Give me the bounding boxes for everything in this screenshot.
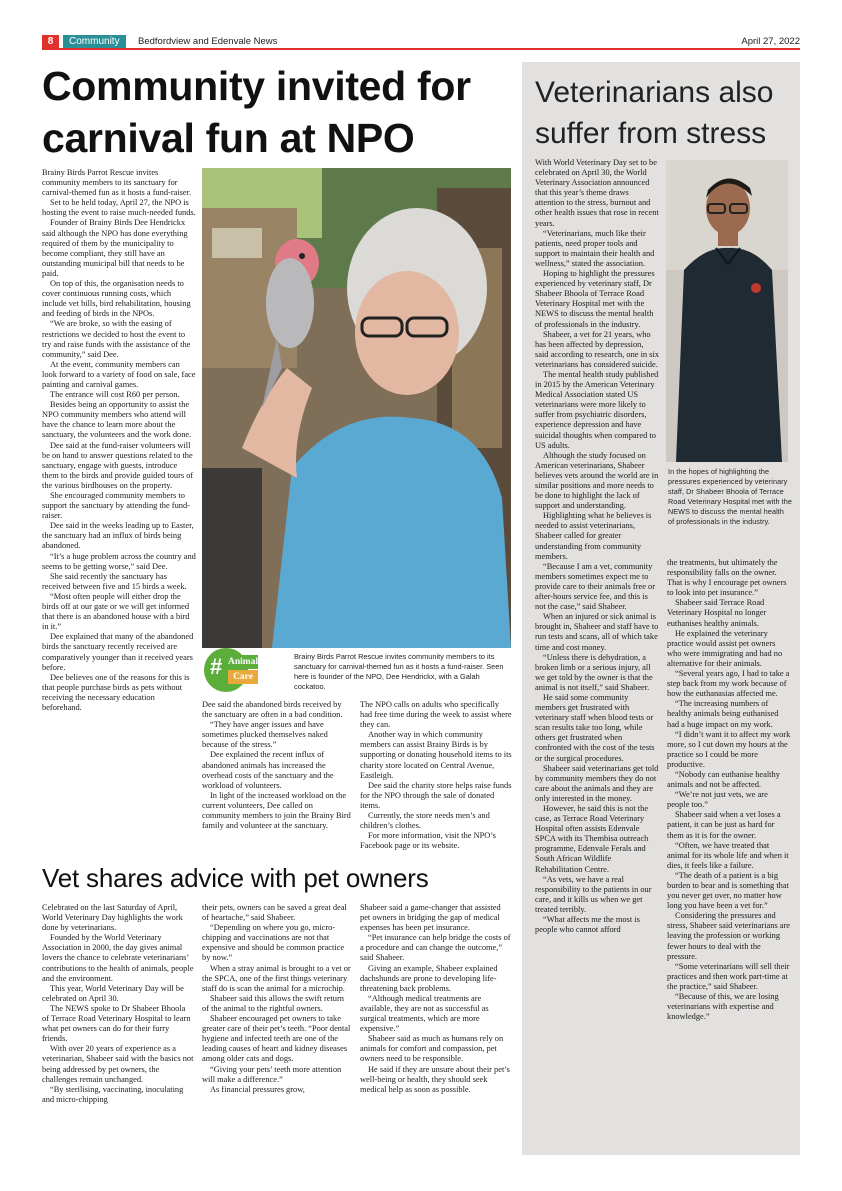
hashtag-icon: # (210, 654, 223, 679)
paragraph: Shabeer said a game-changer that assisted pet owners in bridging the gap of medical expenses has been pet insurance. (360, 903, 501, 933)
paragraph: Dee said the abandoned birds received by the sanctuary are often in a bad condition. (202, 700, 343, 720)
paragraph: He said if they are unsure about their pet’s well-being or health, they should seek medical help as soon as possible. (360, 1064, 510, 1094)
paragraph: On top of this, the organisation needs to cover continuous running costs, which include vet bills, bird rehabilitation, housing and feeding of birds in the NPOs. (42, 279, 191, 319)
paragraph: This year, World Veterinary Day will be celebrated on April 30. (42, 983, 184, 1003)
paragraph: He explained the veterinary practice would assist pet owners who were immigrating and had no alternative for their animals. (667, 628, 783, 668)
publication-date: April 27, 2022 (741, 36, 800, 47)
paragraph: “Most often people will either drop the birds off at our gate or we will get informed that there is an abandoned house with a bird in it.” (42, 591, 190, 632)
paragraph: Besides being an opportunity to assist the NPO community members who attend will have the chance to learn more about the sanctuary, the volunteers and the work done. (42, 400, 192, 440)
veterinarian-portrait-image (666, 160, 788, 462)
paragraph: “As vets, we have a real responsibility to the patients in our care, and it kills us when we get treated terribly. (535, 874, 652, 914)
paragraph: Dee said the charity store helps raise funds for the NPO through the sale of donated items. (360, 780, 512, 810)
paragraph: “By sterilising, vaccinating, inoculating and micro-chipping (42, 1084, 184, 1104)
paragraph: Currently, the store needs men’s and children’s clothes. (360, 811, 490, 831)
paragraph: As financial pressures grow, (210, 1084, 305, 1094)
paragraph: Although the study focused on American veterinarians, Shabeer believes vets around the world are in similar positions and more needs to be done to highlight the lack of support and understanding. (535, 450, 659, 511)
paragraph: Giving an example, Shabeer explained dachshunds are prone to developing life-threatening back problems. (360, 963, 498, 993)
paragraph: “Often, we have treated that animal for its whole life and when it dies, it feels like a failure. (667, 840, 789, 870)
paragraph: the treatments, but ultimately the responsibility falls on the owner. That is why I encourage pet owners to look into pet insurance.” (667, 558, 787, 598)
paragraph: “Because I am a vet, community members sometimes expect me to provide care to their animals free or after-hours service fee, and this is not the case,” said Shabeer. (535, 561, 655, 612)
paragraph: When an injured or sick animal is brought in, Shabeer and staff have to run tests and scans, all of which take time and cost money. (535, 612, 659, 652)
paragraph: Set to be held today, April 27, the NPO is hosting the event to raise much-needed funds. (42, 198, 196, 218)
paragraph: Shabeer encouraged pet owners to take greater care of their pet’s teeth. “Poor dental hygiene and infected teeth are one of the leading causes of heart and kidney diseases among older cats and dogs. (202, 1014, 351, 1064)
paragraph: Dee said at the fund-raiser volunteers will be on hand to answer questions related to the sanctuary, engage with guests, introduce them to the birds and provide guided tours of the various birdhouses on the property. (42, 440, 194, 490)
section-label[interactable]: Community (63, 35, 126, 49)
paragraph: Shabeer said when a vet loses a patient, it can be just as hard for them as it is for the owner. (667, 810, 781, 840)
article1-column-2 (202, 700, 352, 831)
paragraph: “Pet insurance can help bridge the costs of a procedure and can change the outcome,” said Shabeer. (360, 933, 511, 963)
paragraph: “Because of this, we are losing veterinarians with expertise and knowledge.” (667, 992, 779, 1022)
woman-with-cockatoo-image (202, 168, 511, 648)
paragraph: Dee said in the weeks leading up to Easter, the sanctuary had an influx of birds being abandoned. (42, 521, 194, 551)
paragraph: Shabeer said this allows the swift return of the animal to the rightful owners. (202, 993, 344, 1013)
sidebar-column-2 (667, 558, 791, 1022)
article2-column-3 (360, 903, 512, 1095)
paragraph: “I didn’t want it to affect my work more, so I cut down my hours at the practice so I could be more productive. (667, 729, 791, 769)
paragraph: However, he said this is not the case, as Terrace Road Veterinary Hospital often assists Edenvale SPCA with its Thembisa outreach programme, Edenvale Ferals and South African Wildlife Rehabilitation Centre. (535, 804, 649, 874)
paragraph: “The death of a patient is a big burden to bear and is something that you never get over, no matter how long you have been a vet for.” (667, 870, 789, 911)
vet-photo-caption: In the hopes of highlighting the pressures experienced by veterinary staff, Dr Shabeer Bhoola of Terrace Road Veterinary Hospital met with the NEWS to discuss the mental health of professionals in the industry. (668, 467, 792, 526)
paragraph: “Although medical treatments are available, they are not as successful as surgical treatments, which are more expensive.” (360, 993, 489, 1034)
article1-column-3 (360, 700, 512, 851)
paragraph: The NPO calls on adults who specifically had free time during the week to assist where they can. (360, 700, 512, 730)
paragraph: Hoping to highlight the pressures experienced by veterinary staff, Dr Shabeer Bhoola of Terrace Road Veterinary Hospital met with the NEWS to discuss the mental health of professionals in the industry. (535, 269, 655, 329)
article1-headline: Community invited for carnival fun at NPO (42, 63, 471, 161)
paragraph: “Depending on where you go, micro-chipping and vaccinations are not that expensive and should be common practice by now.” (202, 923, 345, 963)
paragraph: Dee believes one of the reasons for this is that people purchase birds as pets without receiving the necessary education beforehand. (42, 672, 190, 712)
paragraph: The entrance will cost R60 per person. (50, 390, 180, 400)
article2-column-2 (202, 903, 352, 1095)
article1-column-1 (42, 168, 196, 713)
paragraph: Considering the pressures and stress, Shabeer said veterinarians are leaving the profession or working fewer hours to deal with the pressure. (667, 911, 791, 961)
paragraph: Shabeer, a vet for 21 years, who has been affected by depression, said according to research, one in six veterinarians has considered suicide. (535, 329, 659, 369)
paragraph: “The increasing numbers of healthy animals being euthanised had a huge impact on my work. (667, 699, 779, 729)
paragraph: “It’s a huge problem across the country and seems to be getting worse,” said Dee. (42, 551, 196, 571)
paragraph: She said recently the sanctuary has received between five and 15 birds a week. (42, 571, 187, 591)
paragraph: Founded by the World Veterinary Association in 2000, the day gives animal lovers the chance to celebrate veterinarians’ contributions to the health of animals, people and the environment. (42, 933, 194, 983)
animal-care-badge (204, 648, 259, 690)
paragraph: Highlighting what he believes is needed to assist veterinarians, Shabeer called for greater understanding from community members. (535, 511, 652, 561)
paragraph: She encouraged community members to support the sanctuary by attending the fund-raiser. (42, 491, 190, 521)
paragraph: “We are broke, so with the easing of restrictions we decided to host the event to try and raise funds with the assistance of the community,” said Dee. (42, 319, 191, 359)
article1-photo-caption: Brainy Birds Parrot Rescue invites community members to its sanctuary for carnival-themed fun as it hosts a fund-raiser. Seen here is founder of the NPO, Dee Hendrickx, with a Galah cockatoo. (294, 652, 504, 691)
paragraph: their pets, owners can be saved a great deal of heartache,” said Shabeer. (202, 903, 347, 923)
paragraph: For more information, visit the NPO’s Facebook page or its website. (360, 831, 496, 851)
paragraph: Shabeer said as much as humans rely on animals for comfort and compassion, pet owners need to be responsible. (360, 1034, 504, 1064)
paragraph: “They have anger issues and have sometimes plucked themselves naked because of the stress.” (202, 720, 328, 750)
paragraph: With over 20 years of experience as a veterinarian, Shabeer said with the basics not being addressed by pet owners, the challenges remain unchanged. (42, 1044, 194, 1084)
paragraph: The mental health study published in 2015 by the American Veterinary Medical Association stated US veterinarians were more likely to suffer from psychiatric disorders, experience depression and have suicidal thoughts when compared to US adults. (535, 369, 659, 450)
paragraph: He said some community members get frustrated with veterinary staff when blood tests or scan results take too long, while others get frustrated when confronted with the cost of the tests or the surgical procedures. (535, 692, 655, 763)
paragraph: With World Veterinary Day set to be celebrated on April 30, the World Veterinary Association announced that this year’s theme draws attention to the stress, burnout and other health issues that rose in recent years. (535, 158, 659, 228)
article1-photo (202, 168, 511, 648)
article1-caption-box (202, 648, 511, 692)
paragraph: “What affects me the most is people who cannot afford (535, 915, 640, 935)
paragraph: Founder of Brainy Birds Dee Hendrickx said although the NPO has done everything required of them by the municipality to become compliant, they still have an outstanding municipal bill that needs to be paid. (42, 218, 188, 278)
paragraph: “Nobody can euthanise healthy animals and not be affected. (667, 769, 780, 790)
paragraph: Dee explained the recent influx of abandoned animals has increased the overhead costs of the sanctuary and the workload of volunteers. (202, 750, 334, 790)
paragraph: At the event, community members can look forward to a variety of food on sale, face painting and carnival games. (42, 359, 196, 389)
badge-line-2: Care (228, 670, 258, 684)
paragraph: “We’re not just vets, we are people too.” (667, 790, 768, 810)
page-number: 8 (42, 35, 59, 49)
publication-name: Bedfordview and Edenvale News (138, 36, 278, 47)
paragraph: Another way in which community members can assist Brainy Birds is by supporting or donating household items to its charity store located on Central Avenue, Eastleigh. (360, 730, 512, 780)
paragraph: Shabeer said Terrace Road Veterinary Hospital no longer euthanises healthy animals. (667, 598, 767, 628)
article2-column-1 (42, 903, 194, 1105)
paragraph: “Several years ago, I had to take a step back from my work because of how the euthanasias affected me. (667, 669, 790, 699)
paragraph: The NEWS spoke to Dr Shabeer Bhoola of Terrace Road Veterinary Hospital to learn what pet owners can do for their furry friends. (42, 1003, 191, 1044)
paragraph: Dee explained that many of the abandoned birds the sanctuary recently received are comparatively younger than it received years before. (42, 632, 194, 672)
paragraph: When a stray animal is brought to a vet or the SPCA, one of the first things veterinary staff do is scan the animal for a microchip. (202, 963, 351, 993)
header-rule (42, 48, 800, 50)
paragraph: “Giving your pets’ teeth more attention will make a difference.” (202, 1064, 342, 1084)
paragraph: Celebrated on the last Saturday of April, World Veterinary Day highlights the work done by veterinarians. (42, 903, 183, 933)
paragraph: Brainy Birds Parrot Rescue invites community members to its sanctuary for carnival-themed fun as it hosts a fund-raiser. (42, 168, 192, 198)
paragraph: Shabeer said veterinarians get told by community members they do not care about the animals and they are only interested in the money. (535, 763, 659, 803)
paragraph: “Veterinarians, much like their patients, need proper tools and support to maintain their health and wellness,” stated the association. (535, 228, 655, 268)
sidebar-headline: Veterinarians also suffer from stress (535, 76, 774, 150)
article2-headline: Vet shares advice with pet owners (42, 863, 429, 893)
vet-photo (666, 160, 788, 462)
sidebar-column-1 (535, 158, 659, 935)
paragraph: “Unless there is dehydration, a broken limb or a serious injury, all we get told by the owner is that the animal is not itself,” said Shabeer. (535, 652, 653, 692)
badge-line-1: Animal (228, 657, 259, 667)
paragraph: In light of the increased workload on the current volunteers, Dee called on community members to join the Brainy Bird family and volunteer at the sanctuary. (202, 790, 351, 831)
paragraph: “Some veterinarians will sell their practices and then work part-time at the practice,” said Shabeer. (667, 961, 790, 991)
